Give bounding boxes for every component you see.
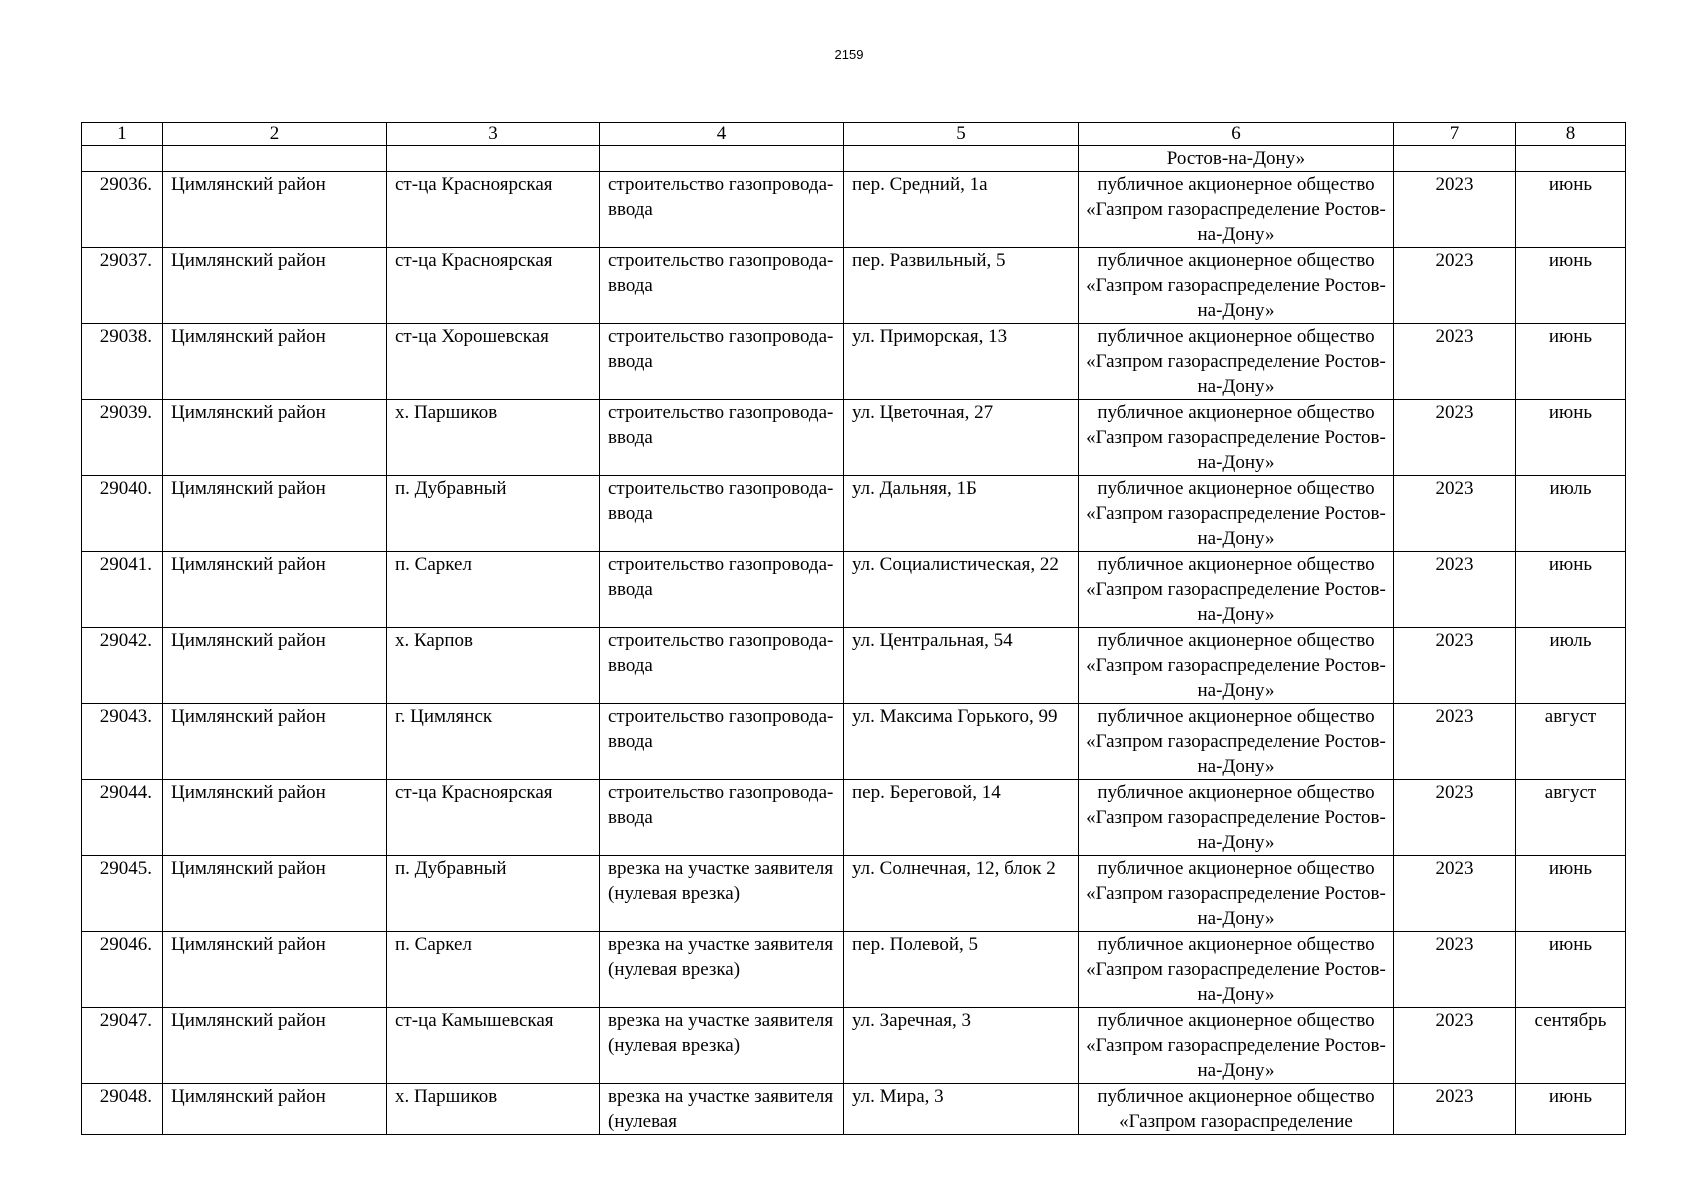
cell-district: Цимлянский район [163, 172, 387, 248]
table-row [82, 628, 1626, 704]
table-row [82, 780, 1626, 856]
cell-address: ул. Мира, 3 [844, 1084, 1079, 1135]
cell-locality: ст-ца Камышевская [387, 1008, 600, 1084]
cell-owner: публичное акционерное общество «Газпром газораспределение Ростов-на-Дону» [1079, 780, 1394, 856]
column-header: 7 [1394, 123, 1516, 146]
cell-locality: п. Саркел [387, 552, 600, 628]
cell-address: ул. Солнечная, 12, блок 2 [844, 856, 1079, 932]
cell-locality: ст-ца Красноярская [387, 172, 600, 248]
cell-year: 2023 [1394, 1008, 1516, 1084]
cell-owner: публичное акционерное общество «Газпром газораспределение Ростов-на-Дону» [1079, 856, 1394, 932]
cell-empty [600, 146, 844, 172]
table-row [82, 932, 1626, 1008]
cell-district: Цимлянский район [163, 856, 387, 932]
cell-address: ул. Цветочная, 27 [844, 400, 1079, 476]
cell-month: июнь [1516, 856, 1626, 932]
column-header: 4 [600, 123, 844, 146]
cell-locality: п. Саркел [387, 932, 600, 1008]
cell-district: Цимлянский район [163, 932, 387, 1008]
cell-number: 29036. [82, 172, 163, 248]
cell-owner: публичное акционерное общество «Газпром газораспределение Ростов-на-Дону» [1079, 172, 1394, 248]
cell-empty [387, 146, 600, 172]
cell-district: Цимлянский район [163, 324, 387, 400]
cell-address: ул. Социалистическая, 22 [844, 552, 1079, 628]
cell-locality: п. Дубравный [387, 856, 600, 932]
cell-year: 2023 [1394, 856, 1516, 932]
cell-work-type: строительство газопровода-ввода [600, 172, 844, 248]
cell-month: июнь [1516, 552, 1626, 628]
cell-locality: ст-ца Красноярская [387, 780, 600, 856]
cell-work-type: строительство газопровода-ввода [600, 780, 844, 856]
column-header: 2 [163, 123, 387, 146]
cell-number: 29042. [82, 628, 163, 704]
cell-work-type: строительство газопровода-ввода [600, 400, 844, 476]
cell-number: 29045. [82, 856, 163, 932]
column-header: 5 [844, 123, 1079, 146]
table-row [82, 552, 1626, 628]
cell-number: 29047. [82, 1008, 163, 1084]
gasification-table [81, 122, 1626, 1135]
cell-address: ул. Дальняя, 1Б [844, 476, 1079, 552]
table-row [82, 704, 1626, 780]
table-row [82, 1084, 1626, 1135]
cell-year: 2023 [1394, 172, 1516, 248]
cell-number: 29037. [82, 248, 163, 324]
cell-work-type: строительство газопровода-ввода [600, 628, 844, 704]
cell-number: 29039. [82, 400, 163, 476]
cell-owner: публичное акционерное общество «Газпром газораспределение Ростов-на-Дону» [1079, 400, 1394, 476]
cell-month: июнь [1516, 932, 1626, 1008]
cell-locality: ст-ца Хорошевская [387, 324, 600, 400]
cell-number: 29046. [82, 932, 163, 1008]
cell-year: 2023 [1394, 324, 1516, 400]
cell-number: 29043. [82, 704, 163, 780]
cell-year: 2023 [1394, 552, 1516, 628]
cell-address: ул. Заречная, 3 [844, 1008, 1079, 1084]
cell-year: 2023 [1394, 400, 1516, 476]
cell-empty [1394, 146, 1516, 172]
cell-number: 29048. [82, 1084, 163, 1135]
cell-number: 29044. [82, 780, 163, 856]
column-header: 6 [1079, 123, 1394, 146]
cell-work-type: врезка на участке заявителя (нулевая врезка) [600, 1008, 844, 1084]
cell-owner: публичное акционерное общество «Газпром газораспределение Ростов-на-Дону» [1079, 552, 1394, 628]
cell-year: 2023 [1394, 628, 1516, 704]
cell-owner: публичное акционерное общество «Газпром газораспределение Ростов-на-Дону» [1079, 628, 1394, 704]
cell-district: Цимлянский район [163, 552, 387, 628]
cell-month: июнь [1516, 400, 1626, 476]
cell-district: Цимлянский район [163, 1084, 387, 1135]
cell-number: 29041. [82, 552, 163, 628]
cell-work-type: строительство газопровода-ввода [600, 476, 844, 552]
cell-owner: публичное акционерное общество «Газпром газораспределение Ростов-на-Дону» [1079, 704, 1394, 780]
cell-locality: х. Карпов [387, 628, 600, 704]
table-row [82, 476, 1626, 552]
cell-month: июнь [1516, 248, 1626, 324]
column-header: 1 [82, 123, 163, 146]
cell-district: Цимлянский район [163, 628, 387, 704]
cell-district: Цимлянский район [163, 1008, 387, 1084]
continuation-row [82, 146, 1626, 172]
cell-year: 2023 [1394, 704, 1516, 780]
table-row [82, 248, 1626, 324]
column-header: 3 [387, 123, 600, 146]
cell-work-type: строительство газопровода-ввода [600, 552, 844, 628]
cell-locality: г. Цимлянск [387, 704, 600, 780]
cell-owner: публичное акционерное общество «Газпром газораспределение [1079, 1084, 1394, 1135]
cell-owner: Ростов-на-Дону» [1079, 146, 1394, 172]
cell-empty [163, 146, 387, 172]
cell-work-type: врезка на участке заявителя (нулевая врезка) [600, 856, 844, 932]
cell-month: июль [1516, 476, 1626, 552]
cell-month: июль [1516, 628, 1626, 704]
cell-owner: публичное акционерное общество «Газпром газораспределение Ростов-на-Дону» [1079, 1008, 1394, 1084]
cell-number: 29040. [82, 476, 163, 552]
cell-address: ул. Максима Горького, 99 [844, 704, 1079, 780]
cell-locality: п. Дубравный [387, 476, 600, 552]
cell-locality: х. Паршиков [387, 1084, 600, 1135]
cell-empty [844, 146, 1079, 172]
cell-work-type: строительство газопровода-ввода [600, 704, 844, 780]
table-row [82, 1008, 1626, 1084]
cell-year: 2023 [1394, 1084, 1516, 1135]
cell-month: сентябрь [1516, 1008, 1626, 1084]
cell-year: 2023 [1394, 248, 1516, 324]
cell-district: Цимлянский район [163, 400, 387, 476]
cell-month: июнь [1516, 172, 1626, 248]
cell-district: Цимлянский район [163, 780, 387, 856]
cell-address: ул. Приморская, 13 [844, 324, 1079, 400]
cell-work-type: врезка на участке заявителя (нулевая [600, 1084, 844, 1135]
cell-district: Цимлянский район [163, 476, 387, 552]
cell-empty [1516, 146, 1626, 172]
cell-locality: ст-ца Красноярская [387, 248, 600, 324]
cell-work-type: строительство газопровода-ввода [600, 248, 844, 324]
cell-owner: публичное акционерное общество «Газпром газораспределение Ростов-на-Дону» [1079, 324, 1394, 400]
table-row [82, 400, 1626, 476]
cell-owner: публичное акционерное общество «Газпром газораспределение Ростов-на-Дону» [1079, 932, 1394, 1008]
cell-month: июнь [1516, 1084, 1626, 1135]
cell-address: пер. Береговой, 14 [844, 780, 1079, 856]
table-row [82, 324, 1626, 400]
cell-year: 2023 [1394, 780, 1516, 856]
column-number-row [82, 123, 1626, 146]
cell-month: июнь [1516, 324, 1626, 400]
cell-district: Цимлянский район [163, 248, 387, 324]
cell-address: пер. Полевой, 5 [844, 932, 1079, 1008]
cell-work-type: врезка на участке заявителя (нулевая врезка) [600, 932, 844, 1008]
cell-address: ул. Центральная, 54 [844, 628, 1079, 704]
cell-address: пер. Средний, 1а [844, 172, 1079, 248]
cell-month: август [1516, 704, 1626, 780]
cell-locality: х. Паршиков [387, 400, 600, 476]
cell-year: 2023 [1394, 932, 1516, 1008]
cell-owner: публичное акционерное общество «Газпром газораспределение Ростов-на-Дону» [1079, 476, 1394, 552]
table-row [82, 856, 1626, 932]
cell-year: 2023 [1394, 476, 1516, 552]
column-header: 8 [1516, 123, 1626, 146]
cell-number: 29038. [82, 324, 163, 400]
cell-owner: публичное акционерное общество «Газпром газораспределение Ростов-на-Дону» [1079, 248, 1394, 324]
cell-month: август [1516, 780, 1626, 856]
table-row [82, 172, 1626, 248]
cell-work-type: строительство газопровода-ввода [600, 324, 844, 400]
page-number: 2159 [834, 47, 864, 62]
cell-district: Цимлянский район [163, 704, 387, 780]
cell-address: пер. Развильный, 5 [844, 248, 1079, 324]
cell-empty [82, 146, 163, 172]
